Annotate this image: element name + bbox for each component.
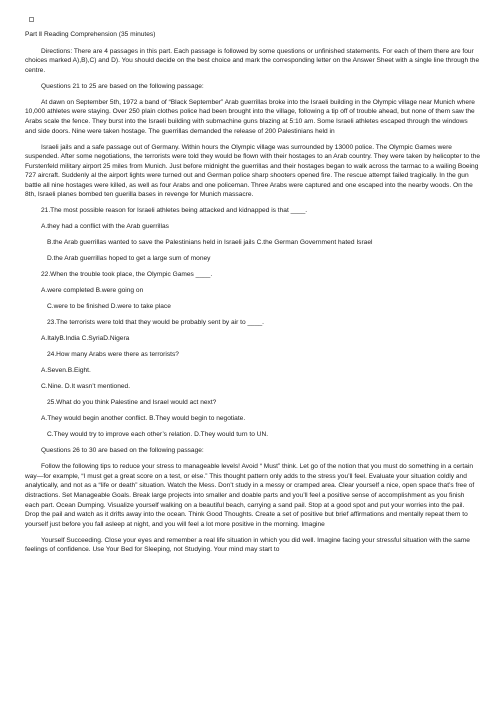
question-25-options-a-b: A.They would begin another conflict. B.They would begin to negotiate. bbox=[41, 415, 246, 423]
passage-1-paragraph-1: At dawn on September 5th, 1972 a band of “Black September” Arab guerrillas broke into the Israeli building in the Olympic village near Munich where 10,000 athletes were staying. Over 250 plain clothes police had been brought into the village, following a tip off of trouble ahead, but none of them saw the Arabs scale the fence. They burst into the Israeli building with submachine guns blazing at 5:10 am. Some Israeli athletes escaped through the windows and side doors. Nine were taken hostage. The guerrillas demanded the release of 200 Palestinians held in bbox=[25, 98, 475, 135]
question-23: 23.The terrorists were told that they would be probably sent by air to ____. bbox=[47, 319, 264, 327]
question-24-options-c-d: C.Nine. D.It wasn’t mentioned. bbox=[41, 383, 131, 391]
passage-2-intro: Questions 26 to 30 are based on the following passage: bbox=[41, 447, 204, 455]
question-21-options-b-c: B.the Arab guerrillas wanted to save the Palestinians held in Israeli jails C.the German Government hated Israel bbox=[47, 239, 373, 247]
question-21-option-a: A.they had a conflict with the Arab guerrillas bbox=[41, 223, 169, 231]
directions-text: Directions: There are 4 passages in this part. Each passage is followed by some questions or unfinished statements. For each of them there are four choices marked A),B),C) and D). You should decide on the best choice and mark the corresponding letter on the Answer Sheet with a single line through the centre. bbox=[25, 47, 480, 74]
passage-2-paragraph-2: Yourself Succeeding. Close your eyes and remember a real life situation in which you did well. Imagine facing your stressful situation with the same feelings of confidence. Use Your Bed for Sleeping, not Studying. Your mind may start to bbox=[25, 536, 470, 554]
question-25-options-c-d: C.They would try to improve each other’s relation. D.They would turn to UN. bbox=[47, 431, 269, 439]
question-24: 24.How many Arabs were there as terrorists? bbox=[47, 351, 179, 359]
passage-1-intro: Questions 21 to 25 are based on the following passage: bbox=[41, 82, 204, 90]
question-25: 25.What do you think Palestine and Israel would act next? bbox=[47, 399, 217, 407]
question-23-options: A.ItalyB.India C.SyriaD.Nigera bbox=[41, 335, 130, 343]
corner-mark-icon bbox=[29, 17, 34, 22]
question-22: 22.When the trouble took place, the Olympic Games ____. bbox=[41, 271, 213, 279]
question-21: 21.The most possible reason for Israeli athletes being attacked and kidnapped is that ____. bbox=[41, 207, 308, 215]
passage-1-paragraph-2: Israeli jails and a safe passage out of Germany. Within hours the Olympic village was surrounded by 13000 police. The Olympic Games were suspended. After some negotiations, the terrorists were told they would be flown with their hostages to an Arab country. They were taken by helicopter to the Furstenfeld military airport 25 miles from Munich. Just before midnight the guerrillas and their hostages began to walk across the tarmac to a wailing Boeing 727 aircraft. Suddenly al the airport lights were turned out and German police sharp shooters opened fire. The rescue attempt failed tragically. In the gun battle all nine hostages were killed, as well as four Arabs and one policeman. Three Arabs were captured and one escaped into the nearby woods. On the 8th, Israeli planes bombed ten guerilla bases in revenge for Munich massacre. bbox=[25, 143, 480, 199]
question-21-option-d: D.the Arab guerrillas hoped to get a large sum of money bbox=[47, 255, 211, 263]
question-22-options-a-b: A.were completed B.were going on bbox=[41, 287, 144, 295]
part-title: Part Ⅱ Reading Comprehension (35 minutes) bbox=[25, 31, 156, 38]
passage-2-paragraph-1: Follow the following tips to reduce your stress to manageable levels! Avoid “ Must” think. Let go of the notion that you must do something in a certain way—for example, “I must get a great score on a test, or else.” This thought pattern only adds to the stress you’ll feel. Evaluate your situation coldly and analytically, and not as a “life or death” situation. Watch the Mess. Don’t study in a messy or cramped area. Clear yourself a nice, open space that’s free of distractions. Set Manageable Goals. Break large projects into smaller and doable parts and you’ll feel a positive sense of accomplishment as you finish each part. Ocean Dumping. Visualize yourself walking on a beautiful beach, carrying a sand pail. Stop at a good spot and put your worries into the pail. Drop the pail and watch as it drifts away into the ocean. Think Good Thoughts. Create a set of positive but brief affirmations and mentally repeat them to yourself just before you fall asleep at night, and you will feel a lot more positive in the morning. Imagine bbox=[25, 463, 475, 528]
question-24-options-a-b: A.Seven.B.Eight. bbox=[41, 367, 91, 375]
question-22-options-c-d: C.were to be finished D.were to take place bbox=[47, 303, 171, 311]
